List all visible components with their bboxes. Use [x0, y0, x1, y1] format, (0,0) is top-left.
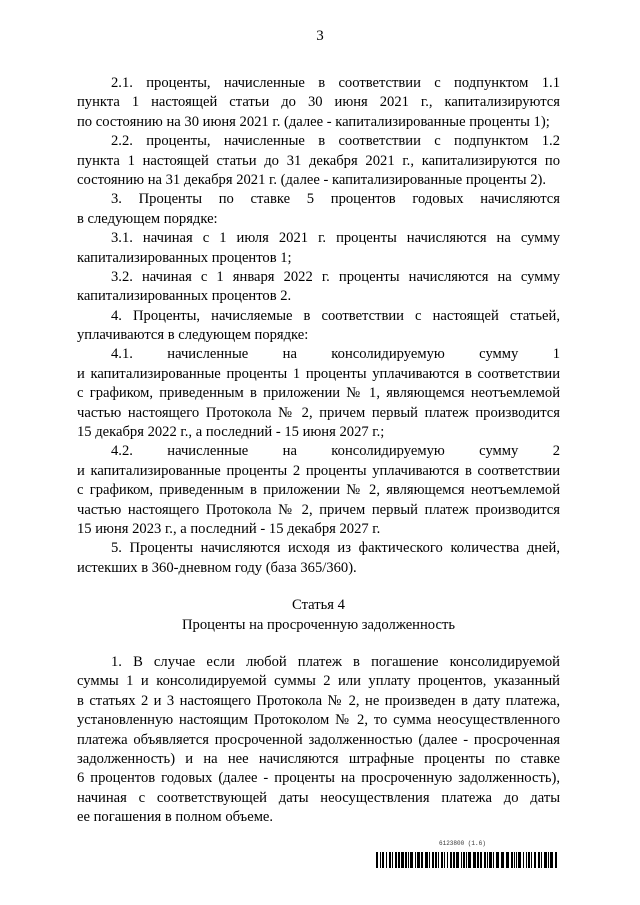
barcode-bar — [386, 852, 387, 868]
barcode-bar — [376, 852, 378, 868]
barcode-bar — [382, 852, 384, 868]
article-title: Статья 4 — [292, 597, 345, 614]
paragraph-line: в статьях 2 и 3 настоящего Протокола № 2, не произведен в дату платежа, — [77, 692, 560, 709]
paragraph-line: истекших в 360-дневном году (база 365/360). — [77, 559, 357, 576]
barcode-bar — [516, 852, 517, 868]
barcode-bar — [466, 852, 467, 868]
article-paragraphs — [77, 653, 560, 828]
paragraph-line: 1. В случае если любой платеж в погашение консолидируемой — [111, 653, 560, 670]
paragraph-line: и капитализированные проценты 2 проценты уплачиваются в соответствии — [77, 462, 560, 479]
paragraph-line: пункта 1 настоящей статьи до 31 декабря 2021 г., капитализируются по — [77, 152, 560, 169]
paragraph-line: 3.1. начиная с 1 июля 2021 г. проценты начисляются на сумму — [111, 230, 560, 247]
paragraph-line: частью настоящего Протокола № 2, причем первый платеж производится — [77, 501, 560, 518]
paragraph — [77, 307, 560, 346]
barcode-bar — [441, 852, 443, 868]
paragraph — [77, 268, 560, 307]
barcode-bar — [489, 852, 492, 868]
paragraph-line: 2.2. проценты, начисленные в соответствии с подпунктом 1.2 — [111, 133, 560, 150]
paragraph-line: 3. Проценты по ставке 5 процентов годовых начисляются — [111, 191, 560, 208]
barcode-bar — [548, 852, 549, 868]
paragraph — [77, 132, 560, 190]
paragraph-line: по состоянию на 30 июня 2021 г. (далее - капитализированные проценты 1); — [77, 113, 550, 130]
paragraph-line: 2.1. проценты, начисленные в соответствии с подпунктом 1.1 — [111, 75, 560, 91]
barcode-bar — [506, 852, 509, 868]
barcode-bar — [473, 852, 476, 868]
barcode-bar — [450, 852, 452, 868]
barcode-bar — [514, 852, 515, 868]
paragraph-line: установленную настоящим Протоколом № 2, то сумма неосуществленного — [77, 712, 560, 729]
barcode-bar — [380, 852, 381, 868]
barcode-bar — [417, 852, 420, 868]
paragraph — [77, 539, 560, 578]
barcode-bar — [493, 852, 494, 868]
barcode-bar — [408, 852, 409, 868]
barcode-bar — [425, 852, 428, 868]
barcode-bar — [398, 852, 400, 868]
barcode-bar — [389, 852, 391, 868]
barcode-bar — [463, 852, 465, 868]
paragraph-line: 3.2. начиная с 1 января 2022 г. проценты начисляются на сумму — [111, 268, 560, 285]
barcode-bar — [477, 852, 479, 868]
barcode-bar — [405, 852, 407, 868]
barcode-bar — [484, 852, 486, 868]
paragraph-line: капитализированных процентов 1; — [77, 249, 292, 266]
paragraph — [77, 442, 560, 539]
paragraph — [77, 74, 560, 132]
barcode-bar — [496, 852, 499, 868]
paragraph-line: суммы 1 и консолидируемой суммы 2 или уплату процентов, указанный — [77, 673, 560, 690]
paragraph-line: 6 процентов годовых (далее - проценты на просроченную задолженность), — [77, 770, 560, 787]
paragraph-line: в следующем порядке: — [77, 210, 218, 227]
paragraph-line: частью настоящего Протокола № 2, причем первый платеж производится — [77, 404, 560, 421]
barcode-bar — [453, 852, 455, 868]
barcode-bar — [468, 852, 471, 868]
barcode-image — [376, 852, 560, 868]
paragraph-line: капитализированных процентов 2. — [77, 288, 292, 305]
paragraph-line: задолженность) и на нее начисляются штрафные проценты по ставке — [77, 750, 560, 767]
barcode-bar — [395, 852, 397, 868]
barcode-bar — [421, 852, 423, 868]
paragraph-line: 4.1. начисленные на консолидируемую сумму 1 — [111, 346, 560, 363]
barcode-bar — [541, 852, 542, 868]
barcode-bar — [538, 852, 540, 868]
paragraph-line: 15 декабря 2022 г., а последний - 15 июня 2027 г.; — [77, 424, 385, 441]
paragraph-line: 4. Проценты, начисляемые в соответствии с настоящей статьей, — [111, 307, 560, 324]
paragraph — [77, 229, 560, 268]
barcode-bar — [555, 852, 557, 868]
barcode-bar — [392, 852, 393, 868]
paragraph-line: пункта 1 настоящей статьи до 30 июня 2021 г., капитализируются — [77, 94, 560, 111]
barcode-bar — [487, 852, 488, 868]
paragraph-line: с графиком, приведенным в приложении № 2, являющемся неотъемлемой — [77, 482, 560, 499]
barcode-bar — [415, 852, 416, 868]
barcode-bar — [511, 852, 513, 868]
paragraph-line: и капитализированные проценты 1 проценты уплачиваются в соответствии — [77, 365, 560, 382]
document-code: 6123800 (1.6) — [439, 840, 486, 847]
paragraph — [77, 345, 560, 442]
paragraph-line: с графиком, приведенным в приложении № 1, являющемся неотъемлемой — [77, 385, 560, 402]
barcode-bar — [518, 852, 521, 868]
paragraph — [77, 190, 560, 229]
barcode-bar — [461, 852, 462, 868]
barcode-bar — [544, 852, 547, 868]
barcode-bar — [401, 852, 404, 868]
paragraph-line: уплачиваются в следующем порядке: — [77, 327, 309, 344]
barcode-bar — [432, 852, 434, 868]
paragraph-line: 15 июня 2023 г., а последний - 15 декабря 2027 г. — [77, 520, 381, 537]
barcode-bar — [534, 852, 536, 868]
barcode-bar — [550, 852, 553, 868]
barcode-bar — [429, 852, 430, 868]
page-number: 3 — [316, 28, 324, 44]
barcode-bar — [523, 852, 524, 868]
paragraph-line: 4.2. начисленные на консолидируемую сумму 2 — [111, 443, 560, 460]
article-subtitle: Проценты на просроченную задолженность — [182, 616, 455, 633]
barcode-bar — [480, 852, 482, 868]
barcode-bar — [456, 852, 459, 868]
barcode-bar — [444, 852, 445, 868]
barcode-bar — [435, 852, 437, 868]
paragraph-line: 5. Проценты начисляются исходя из фактического количества дней, — [111, 540, 560, 557]
paragraph-line: платежа объявляется просроченной задолженностью (далее - просроченная — [77, 731, 560, 748]
barcode-bar — [528, 852, 530, 868]
barcode-bar — [447, 852, 448, 868]
barcode-bar — [501, 852, 504, 868]
barcode-bar — [438, 852, 439, 868]
document-body — [77, 74, 560, 827]
barcode-bar — [531, 852, 532, 868]
paragraph-line: начиная с соответствующей даты неосуществления платежа до даты — [77, 789, 560, 806]
paragraphs-list — [77, 74, 560, 578]
paragraph — [77, 653, 560, 828]
barcode-bar — [410, 852, 413, 868]
paragraph-line: ее погашения в полном объеме. — [77, 809, 274, 826]
barcode-bar — [526, 852, 527, 868]
paragraph-line: состоянию на 31 декабря 2021 г. (далее - капитализированные проценты 2). — [77, 171, 547, 188]
